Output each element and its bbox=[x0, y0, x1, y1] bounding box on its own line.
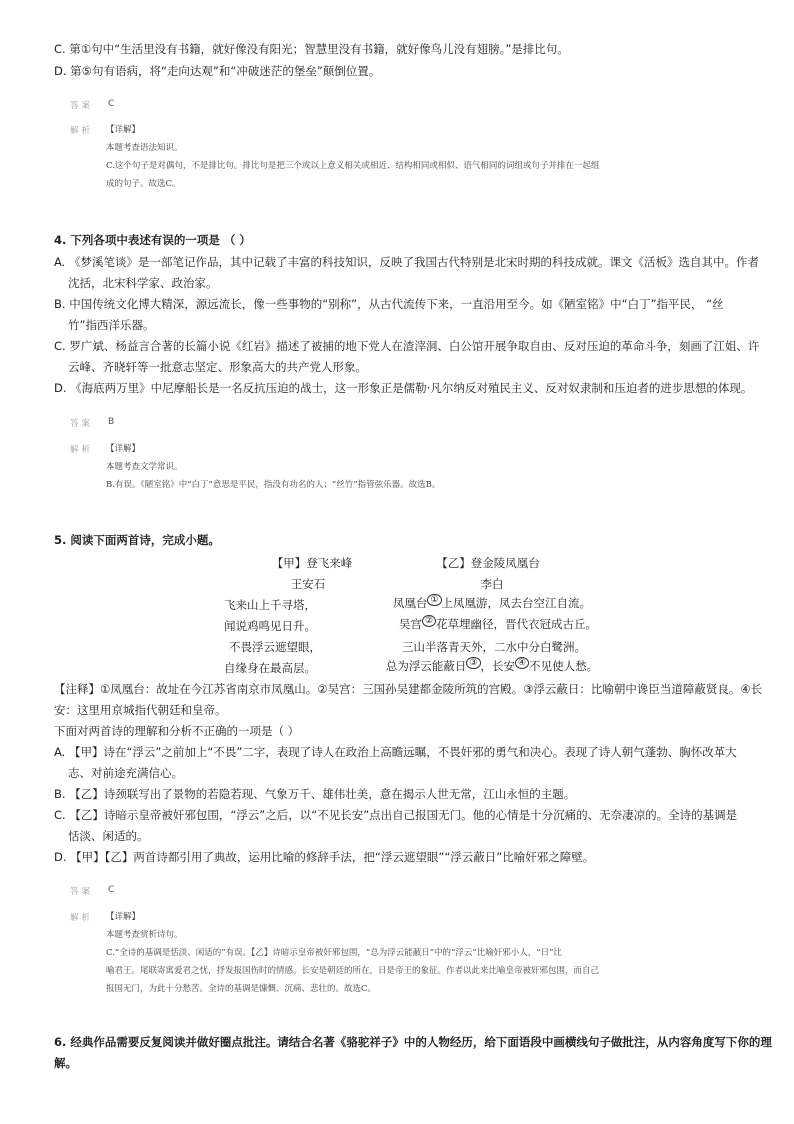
answer-label: 答案 bbox=[70, 419, 94, 429]
analysis-label: 解析 bbox=[70, 126, 94, 136]
answer-label: 答案 bbox=[70, 887, 94, 897]
question-5-stem: 下面对两首诗的理解和分析不正确的一项是（ ） bbox=[54, 724, 300, 738]
explanation-heading: 【详解】 bbox=[106, 912, 141, 922]
explanation-line: 本题考查语法知识。 bbox=[106, 143, 183, 153]
poem2-line: 吴宫 ② 花草埋幽径，晋代衣冠成古丘。 bbox=[398, 616, 598, 631]
poem1-line: 不畏浮云遮望眼， bbox=[229, 640, 321, 654]
question-4-title: 4. 下列各项中表述有误的一项是 （ ） bbox=[54, 233, 251, 247]
poem1-line: 闻说鸡鸣见日升。 bbox=[224, 619, 316, 633]
q4-option-b: B. 中国传统文化博大精深，源远流长，像一些事物的“别称”，从古代流传下来，一直沿用至今。如《陋室铭》中“白丁”指平民， “丝 bbox=[54, 297, 724, 311]
poem1-line: 飞来山上千寻塔， bbox=[224, 598, 316, 612]
explanation-line: 本题考查赏析诗句。 bbox=[106, 930, 183, 940]
poem2-line: 凤凰台 ① 上凤凰游，凤去台空江自流。 bbox=[392, 595, 592, 610]
option-c: C. 第①句中“生活里没有书籍，就好像没有阳光；智慧里没有书籍，就好像鸟儿没有翅膀。”是排比句。 bbox=[54, 42, 569, 56]
explanation-line: 成的句子。故选C。 bbox=[106, 179, 181, 189]
poem2-line: 总为浮云能蔽日 ③ ，长安 ④ 不见使人愁。 bbox=[385, 658, 599, 673]
q4-option-d: D. 《海底两万里》中尼摩船长是一名反抗压迫的战士，这一形象正是儒勒·凡尔纳反对殖民主义、反对奴隶制和压迫者的进步思想的体现。 bbox=[54, 381, 753, 395]
analysis-label: 解析 bbox=[70, 445, 94, 455]
question-6-title: 6. 经典作品需要反复阅读并做好圈点批注。请结合名著《骆驼祥子》中的人物经历，给下面语段中画横线句子做批注，从内容角度写下你的理 bbox=[54, 1035, 772, 1049]
q4-option-c-cont: 云峰、齐晓轩等一批意志坚定、形象高大的共产党人形象。 bbox=[68, 360, 367, 374]
explanation-line: C.“全诗的基调是恬淡、闲适的”有误。【乙】诗暗示皇帝被奸邪包围，“总为浮云能蔽日”中的“浮云”比喻奸邪小人，“日”比 bbox=[106, 948, 562, 958]
question-6-title-cont: 解。 bbox=[54, 1056, 77, 1070]
q5-option-b: B. 【乙】诗颈联写出了景物的若隐若现、气象万千、雄伟壮美，意在揭示人世无常，江山永恒的主题。 bbox=[54, 787, 576, 801]
poem1-author: 王安石 bbox=[290, 577, 326, 591]
poem1-title: 【甲】登飞来峰 bbox=[271, 556, 353, 570]
explanation-line: 报国无门，为此十分愁苦。全诗的基调是慷慨、沉痛、悲壮的。故选C。 bbox=[106, 984, 377, 994]
answer-value: B bbox=[108, 417, 115, 427]
explanation-heading: 【详解】 bbox=[106, 444, 141, 454]
q5-option-a-cont: 志、对前途充满信心。 bbox=[68, 766, 183, 780]
q4-option-c: C. 罗广斌、杨益言合著的长篇小说《红岩》描述了被捕的地下党人在渣滓洞、白公馆开展争取自由、反对压迫的革命斗争，刻画了江姐、许 bbox=[54, 339, 760, 353]
question-5-title: 5. 阅读下面两首诗，完成小题。 bbox=[54, 533, 220, 547]
explanation-line: B.有误。《陋室铭》中“白丁”意思是平民，指没有功名的人；“丝竹”指管弦乐器。故选B。 bbox=[106, 480, 441, 490]
poem2-line: 三山半落青天外，二水中分白鹭洲。 bbox=[402, 640, 586, 654]
answer-label: 答案 bbox=[70, 101, 94, 111]
q5-option-d: D. 【甲】【乙】两首诗都引用了典故，运用比喻的修辞手法，把“浮云遮望眼”“浮云蔽日”比喻奸邪之障壁。 bbox=[54, 850, 595, 864]
poem1-line: 自缘身在最高层。 bbox=[224, 661, 316, 675]
q4-option-a-cont: 沈括，北宋科学家、政治家。 bbox=[68, 276, 218, 290]
q5-option-c: C. 【乙】诗暗示皇帝被奸邪包围，“浮云”之后，以“不见长安”点出自己报国无门。他的心情是十分沉痛的、无奈凄凉的。全诗的基调是 bbox=[54, 808, 738, 822]
poem2-author: 李白 bbox=[480, 577, 504, 591]
q4-option-a: A. 《梦溪笔谈》是一部笔记作品，其中记载了丰富的科技知识，反映了我国古代特别是北宋时期的科技成就。课文《活板》选自其中。作者 bbox=[54, 255, 759, 269]
annotation-note-cont: 安：这里用京城指代朝廷和皇帝。 bbox=[54, 703, 227, 717]
annotation-note: 【注释】①凤凰台：故址在今江苏省南京市凤凰山。②吴宫：三国孙吴建都金陵所筑的宫殿。③浮云蔽日：比喻朝中谗臣当道障蔽贤良。④长 bbox=[54, 682, 763, 696]
option-d: D. 第⑤句有语病，将“走向达观”和“冲破迷茫的堡垒”颠倒位置。 bbox=[54, 64, 381, 78]
explanation-line: 喻君王。尾联寄寓爱君之忧，抒发报国伤时的情感。长安是朝廷的所在，日是帝王的象征。作者以此来比喻皇帝被奸邪包围，而自己 bbox=[106, 966, 600, 976]
explanation-line: 本题考查文学常识。 bbox=[106, 462, 183, 472]
analysis-label: 解析 bbox=[70, 913, 94, 923]
explanation-line: C.这个句子是对偶句，不是排比句。排比句是把三个或以上意义相关或相近、结构相同或相似、语气相同的词组或句子并排在一起组 bbox=[106, 161, 600, 171]
q4-option-b-cont: 竹”指西洋乐器。 bbox=[68, 318, 155, 332]
poem2-title: 【乙】登金陵凤凰台 bbox=[436, 556, 540, 570]
answer-value: C bbox=[108, 99, 115, 109]
q5-option-a: A. 【甲】诗在“浮云”之前加上“不畏”二字，表现了诗人在政治上高瞻远瞩，不畏奸邪的勇气和决心。表现了诗人朝气蓬勃、胸怀改革大 bbox=[54, 745, 737, 759]
answer-value: C bbox=[108, 885, 115, 895]
q5-option-c-cont: 恬淡、闲适的。 bbox=[68, 829, 149, 843]
explanation-heading: 【详解】 bbox=[106, 125, 141, 135]
